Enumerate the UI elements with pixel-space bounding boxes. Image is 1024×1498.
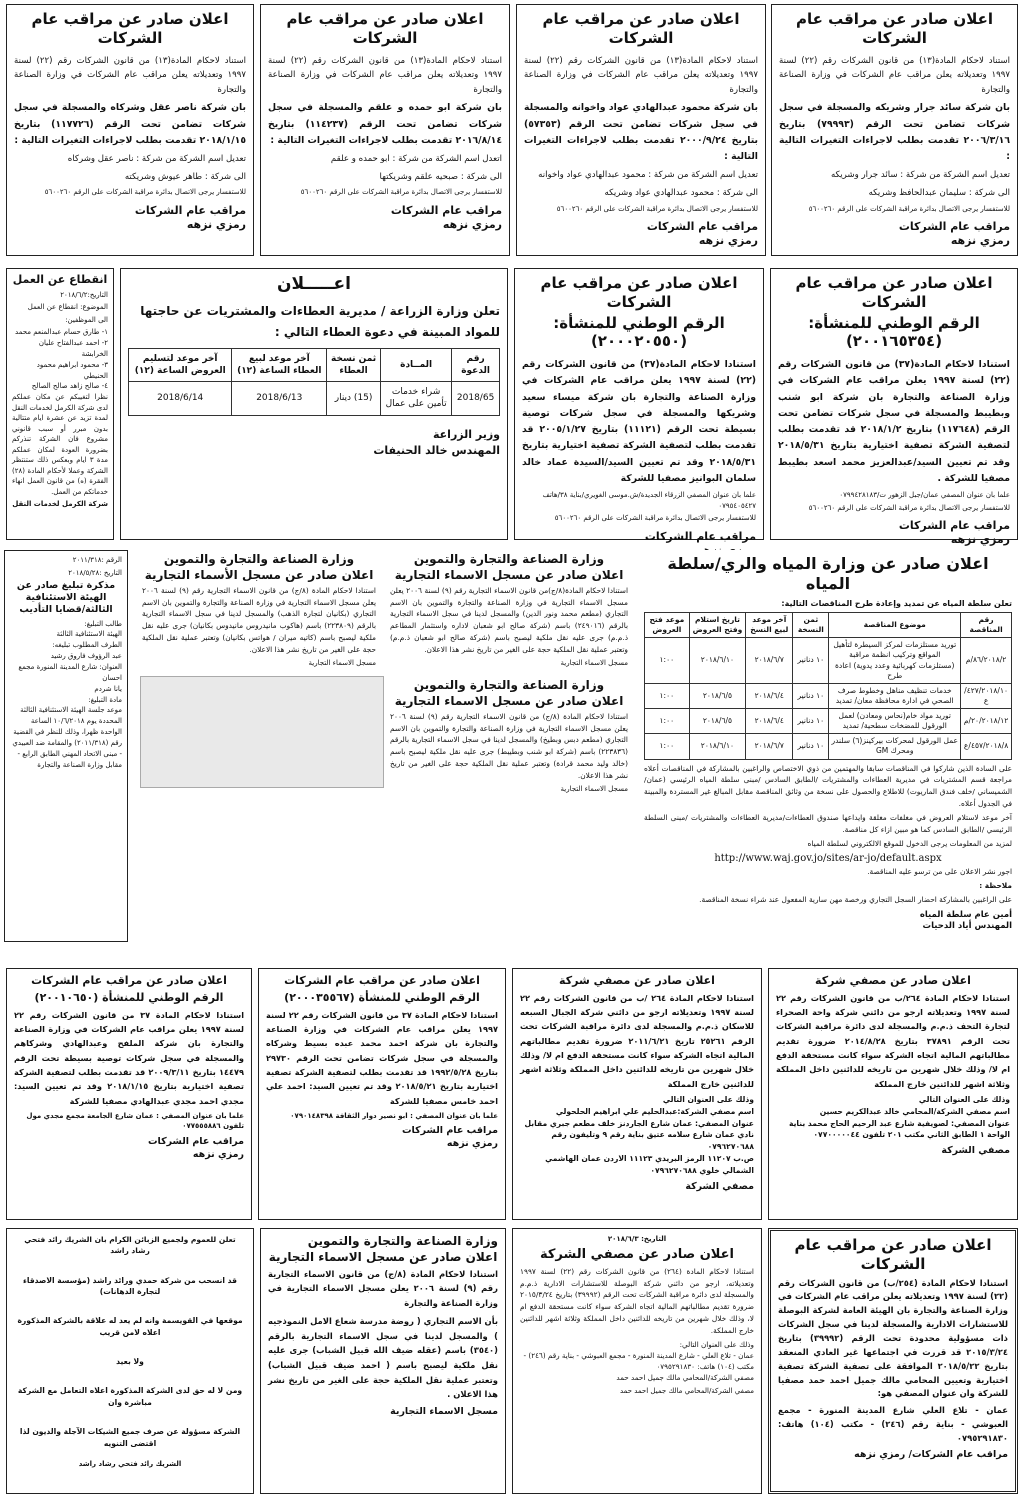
ad-title: اعلان صادر عن مراقب عام الشركات [795, 10, 993, 47]
ad-body-company: بان شركة ابو حمده و علقم والمسجلة في سجل شركات تضامن تحت الرقم (١١٤٢٣٧) بتاريخ ٢٠١٦/٨/١٤ تقدمت بطلب لاجراءات التغيرات التالية : [268, 102, 502, 146]
change-from: تعديل اسم الشركة من شركة : سائد جرار وشريكه [830, 170, 1010, 181]
table-cell: ٢٠١٨/٦/١٠ [689, 734, 745, 759]
notice-date: التاريخ :٢٠١٨/٥/٢٨ [68, 568, 122, 577]
ad-lines [520, 1094, 754, 1176]
change-to: الى شركة : صبحيه علقم وشريكتها [379, 171, 502, 182]
change-from: تعديل اسم الشركة من شركة : ناصر عقل وشركاه [67, 154, 246, 165]
ad-title: اعلان صادر عن مراقب عام الشركات [31, 10, 229, 47]
ad-title: اعلان صادر عن مصفي الشركة [539, 1246, 735, 1262]
water-tender-table [644, 612, 1012, 760]
ad-paragraph-2: آخر موعد لاستلام العروض في مغلفات مغلقة وايداعها صندوق العطاءات/مديرية العطاءات والمشتريات /مبنى السلطة الرئيسي /الطابق السادس كما هو مبين ازاء كل مناقصة. [644, 812, 1012, 834]
ad-body: استنادا لاحكام المادة (٨/ج) من قانون الاسماء التجارية رقم (٩) لسنة ٢٠٠٦ يعلن مسجل الاسماء التجارية في وزارة الصناعة والتجارة والتموين بان الاسم التجاري (مطعم دبس وبطيخ) والمسجل لدينا في سجل الاسماء التجارية بالرقم (٢٢٣٨٣٦) باسم (شركة ابو شنب وبطيبط) جرى عليه نقل ملكية ليصبح باسم (خالد وليد محمد قرادة) وتعتبر عملية نقل الملكية حجة على الغير من تاريخ نشر هذا الاعلان. [390, 711, 629, 780]
signature-name: المهندس خالد الحنيفات [373, 443, 500, 457]
notice-line: الهيئة الاستئنافية الثالثة [56, 630, 122, 639]
liquidator-address: عمان - تلاع العلي شارع المدينة المنورة - مجمع العبوشي - بناية رقم (٢٤٦) - مكتب (١٠٤) هاتف: ٠٧٩٥٢٩١٨٣٠ [778, 1405, 1008, 1443]
ad-title: اعلان صادر عن مراقب عام الشركات [31, 974, 227, 987]
tender-table [128, 348, 500, 416]
contact-note: للاستفسار يرجى الاتصال بدائرة مراقبة الشركات على الرقم ٥٦٠٠٢٦٠ [44, 188, 246, 197]
company-change-ad-3 [260, 4, 510, 256]
table-cell: 2018/6/14 [129, 382, 232, 415]
ad-body: استنادا لاحكام المادة (٨/ج) من قانون الاسماء التجارية رقم (٩) لسنة ٢٠٠٦ يعلن مسجل الاسماء التجارية في وزارة الصناعة والتجارة [268, 1268, 498, 1309]
table-cell: 2018/6/13 [232, 382, 327, 415]
ad-body: استنادا لاحكام المادة ٣٧ من قانون الشركات رقم ٢٢ لسنة ١٩٩٧ يعلن مراقب عام الشركات في وزارة الصناعة والتجارة بان شركة الملفح وعبدالهادي وشركاهم والمسجلة في سجل شركات توصية بسيطة تحت الرقم ١٤٤٧٩ بتاريخ ٢٠٠٩/٣/١١ قد تقدمت بطلب لتصفية الشركة تصفية اختيارية بتاريخ ٢٠١٨/١/١٥ وقد تم تعيين السيد: مجدي احمد مجدي عبدالهادي مصفيا للشركة [14, 1009, 244, 1106]
note-label: ملاحظة : [979, 881, 1012, 891]
signature-name: رمزي نزهه [186, 218, 246, 232]
ad-line: ولا بعيد [116, 1357, 144, 1367]
ad-signature: الشريك رائد فتحي رشاد راشد [78, 1460, 182, 1469]
partner-withdrawal-ad [6, 1228, 254, 1494]
ad-title: اعلان صادر عن مراقب عام الشركات [795, 274, 993, 311]
trade-name-ad-2 [386, 550, 632, 670]
liquidator-address: علما بان عنوان المصفي الزرقاء الجديدة/ش.موسى الغويري/بناية ٣٨/هاتف ٠٧٩٥٤٠٥٤٢٧ [542, 491, 756, 510]
ad-signature: مسجل الاسماء التجارية [560, 658, 628, 667]
table-cell: ١:٠٠ [645, 709, 690, 734]
notice-line: طالب التبليغ: [84, 619, 122, 628]
company-change-ad-1 [771, 4, 1018, 256]
agriculture-tender-ad [120, 268, 508, 540]
ad-line: اسم مصفي الشركة:عبدالحليم علي ابراهيم الحلحولي [555, 1106, 754, 1116]
ad-paragraph-3: لمزيد من المعلومات يرجى الدخول للموقع الالكتروني لسلطة المياه [807, 838, 1012, 848]
ad-title: اعلان صادر عن مراقب عام الشركات [794, 1236, 992, 1273]
ad-body: استنادا لاحكام المادة(٣٧) من قانون الشركات رقم (٢٢) لسنة ١٩٩٧ يعلن مراقب عام الشركات في وزارة الصناعة والتجارة بان شركة ميساء سعيد وشريكها والمسجلة في سجل شركات توصية بسيطة تحت الرقم (١١١٢١) بتاريخ ٢٠٠٥/١/٢٧ قد تقدمت بطلب لتصفية الشركة تصفية اختيارية بتاريخ ٢٠١٨/٥/٣١ وقد تم تعيين السيد/السيدة عماد خالد سلمان البوانيز مصفيا للشركة [522, 359, 756, 484]
ad-body: استناد لاحكام المادة(١٣) من قانون الشركات رقم (٢٢) لسنة ١٩٩٧ وتعديلاته يعلن مراقب عام الشركات في وزارة الصناعة والتجارة [779, 55, 1011, 95]
ad-body: نظرا لتغيبكم عن مكان عملكم لدى شركة الكرمل لخدمات النقل لمدة تزيد عن عشرة ايام متتالية بدون مبرر أو سبب قانوني مشروع فان الشركة تنذركم بضرورة العودة لمكان عملكم مدة ٣ ايام وبعكس ذلك ستنتظر الشركة وعملا لأحكام المادة (٢٨) الفقرة (ه) من قانون العمل انهاء خدماتكم من العمل. [12, 393, 108, 496]
ad-line: عنوان المصفي: عمان شارع الجاردنز خلف مطعم جبري مقابل نادي عمان شارع سلامه عتيق بناية رقم ٩ وتليفون رقم ٠٧٩٦٢٧٠٦٨٨ [524, 1118, 754, 1152]
ad-lines [520, 1339, 754, 1384]
table-cell: ٢٠١٨/٦/٥ [689, 709, 745, 734]
ad-body: استنادا لاحكام المادة(٣٧) من قانون الشركات رقم (٢٢) لسنة ١٩٩٧ يعلن مراقب عام الشركات في وزارة الصناعة والتجارة بان شركة ابو شنب وبطيبط والمسجلة في سجل شركات تضامن تحت الرقم (١١٧٦٤٨) بتاريخ ٢٠١٨/١/٢ قد تقدمت بطلب لتصفية الشركة تصفية اختيارية بتاريخ ٢٠١٨/٥/٣١ وقد تم تعيين السيد/عبدالعزيز محمد اسعد بطيبط مصفيا للشركة . [778, 359, 1011, 484]
table-cell: ٤٢٧/٢٠١٨/١٠/ع [961, 683, 1012, 708]
ad-line: وذلك على العنوان التالي [662, 1095, 754, 1105]
table-cell: ١:٠٠ [645, 638, 690, 684]
table-cell: ٢٠١٨/٦/٧ [746, 734, 793, 759]
ad-subtitle: اعلان صادر عن مسجل الاسماء التجارية [394, 694, 624, 709]
contact-note: للاستفسار يرجى الاتصال بدائرة مراقبة الشركات على الرقم ٥٦٠٠٢٦٠ [808, 503, 1010, 512]
ad-title: اعلان صادر عن مصفي شركة [559, 974, 715, 987]
ad-line: ص.ب ١١٢٠٧ الرمز البريدي ١١١٢٣ الاردن عمان الهاشمي الشمالي خلوي ٠٧٩٦٢٧٠٦٨٨ [545, 1153, 754, 1175]
water-tender-ad [638, 550, 1018, 960]
liquidation-ad-mulfih [6, 968, 252, 1220]
table-row [645, 683, 1012, 708]
ad-body: استناد لاحكام المادة(١٣) من قانون الشركات رقم (٢٢) لسنة ١٩٩٧ وتعديلاته يعلن مراقب عام الشركات في وزارة الصناعة والتجارة [14, 55, 247, 95]
table-row [645, 638, 1012, 684]
table-cell: ١٠ دنانير [793, 709, 829, 734]
ad-line: وذلك على العنوان التالي: [679, 1339, 754, 1349]
table-header-cell: رقم الدعوة [452, 349, 500, 382]
ad-body: استنادا لاحكام المادة ٢٦٤ /ب من قانون الشركات رقم ٢٢ لسنة ١٩٩٧ وتعديلاته ارجو من دائني شركة الجبال السبعه للاسكان ذ.م.م والمسجلة لدى دائرة مراقبة الشركات تحت الرقم ٢٥٢٦١ تاريخ ٢٠١١/٦/٢١ ضرورة تقديم مطالباتهم المالية اتجاه الشركة سواء كانت مستحقة الدفع ام لا/ وذلك خلال شهرين من تاريخه للدائنين داخل المملكة وثلاثة اشهر للدائنين خارج المملكة [520, 992, 754, 1089]
table-cell: ١٠ دنانير [793, 638, 829, 684]
table-cell: ٢٠١٨/٦/٧ [746, 638, 793, 684]
contact-note: للاستفسار يرجى الاتصال بدائرة مراقبة الشركات على الرقم ٥٦٠٠٢٦٠ [300, 188, 502, 197]
table-cell: ٨٦/٢٠١٨/٢/م [961, 638, 1012, 684]
ad-title: اعلان صادر عن مراقب عام الشركات [284, 974, 480, 987]
employee-name: ١- طارق حسام عبدالمنعم محمد [15, 328, 108, 337]
ad-body: استناد لاحكام المادة(١٣) من قانون الشركات رقم (٢٢) لسنة ١٩٩٧ وتعديلاته يعلن مراقب عام الشركات في وزارة الصناعة والتجارة [524, 55, 759, 95]
ad-line: قد انسحب من شركة حمدي ورائد راشد (مؤسسة الاصدقاء لتجارة الدهانات) [22, 1275, 238, 1296]
table-row [129, 382, 500, 415]
table-cell: (15) دينار [327, 382, 381, 415]
liquidation-ad-maysaa [514, 268, 764, 543]
table-header-cell: تاريخ استلام وفتح العروض [689, 613, 745, 638]
trade-name-ad-1 [138, 550, 380, 670]
table-cell: ٢٠١٨/٦/٤ [746, 683, 793, 708]
trade-name-ad-3 [386, 676, 632, 802]
liquidation-ad-abu-shanab [770, 268, 1018, 547]
table-cell: شراء خدمات تأمين على عمال [381, 382, 452, 415]
employee-name: ٤- صالح زاهد صالح الصالح [31, 382, 108, 391]
ad-title: اعلان صادر عن وزارة المياه والري/سلطة المياه [667, 554, 989, 593]
table-cell: خدمات تنظيف مناهل وخطوط صرف الصحي في ادارة محافظة معان/ تمديد [829, 683, 961, 708]
signature-title: أمين عام سلطة المياه [919, 909, 1012, 920]
liquidation-decision-ad [768, 1228, 1018, 1494]
ad-body-company: بان شركة سائد جرار وشريكه والمسجلة في سجل شركات تضامن تحت الرقم (٧٩٩٩٣) بتاريخ ٢٠٠٦/٣/١٦ تقدمت بطلب لاجراءات التغيرات التالية : [779, 102, 1011, 163]
table-cell: ١٠ دنانير [793, 683, 829, 708]
ad-date: التاريخ:٢٠١٨/٦/٢ [60, 290, 108, 299]
ad-body-company: بان شركة محمود عبدالهادي عواد واخوانه والمسجلة في سجل شركات تضامن تحت الرقم (٥٧٣٥٣) بتاريخ ٢٠٠٠/٩/٢٤ تقدمت بطلب لاجراءات التغيرات التالية : [524, 102, 758, 163]
table-cell: ٢٠١٨/٦/١٠ [689, 638, 745, 684]
table-cell: 2018/65 [452, 382, 500, 415]
notice-line: الطرف المطلوب تبليغه: [52, 641, 122, 650]
table-cell: ١:٠٠ [645, 734, 690, 759]
signature-name: رمزي نزهه [698, 234, 758, 248]
ad-subtitle: اعلان صادر عن مسجل الاسماء التجارية [394, 568, 624, 583]
ad-title: وزارة الصناعة والتجارة والتموين [163, 552, 355, 566]
ad-subject: الموضوع: انقطاع عن العمل [27, 303, 108, 312]
ad-title: اعلان صادر عن مراقب عام الشركات [540, 274, 738, 311]
signature-title: مراقب عام الشركات [134, 203, 246, 217]
table-cell: ٤٥٧/٢٠١٨/٨/ع [961, 734, 1012, 759]
ad-line: مصفي الشركة/المحامي مالك جميل احمد حمد [616, 1373, 754, 1383]
liquidator-address: علما بان عنوان المصفي : ابو نصير دوار الثقافة ٠٧٩٠١٤٨٣٩٨ [290, 1111, 498, 1120]
signature-name: رمزي نزهه [950, 533, 1010, 547]
ad-signature: مسجل الاسماء التجارية [560, 784, 628, 793]
signature-title: مراقب عام الشركات [898, 519, 1010, 533]
table-header-cell: آخر موعد لتسليم العروض الساعة (١٢) [129, 349, 232, 382]
signature-title: مراقب عام الشركات [644, 529, 756, 543]
table-cell: توريد مواد خام(نحاس ومعادن) لعمل الورقول للمضخات سطحية/ تمديد [829, 709, 961, 734]
ad-body-details: بأن الاسم التجاري ( روضة مدرسة شعاع الامل النموذجيه ) والمسجل لدينا في سجل الاسماء التجارية بالرقم (٣٥٤٠) باسم (عقله ضيف الله قبيل الشباب) جرى عليه نقل ملكية ليصبح باسم ( احمد ضيف قبيل الشباب) وتعتبر عملية نقل الملكية حجة على الغير من تاريخ نشر هذا الاعلان . [268, 1315, 498, 1400]
table-header-cell: ثمن نسخة العطاء [327, 349, 381, 382]
table-header-cell: آخر موعد لبيع العطاء الساعة (١٢) [232, 349, 327, 382]
signature-name: المهندس أياد الدحيات [922, 921, 1012, 932]
ad-intro: تعلن سلطة المياه عن تمديد وإعادة طرح المناقصات التالية: [781, 599, 1012, 608]
ad-subtitle: اعلان صادر عن مسجل الاسماء التجارية [268, 1250, 498, 1265]
ad-signature: مسجل الاسماء التجارية [308, 658, 376, 667]
ad-body: استنادا لاحكام المادة (٨/ج) من قانون الاسماء التجارية رقم (٩) لسنة ٢٠٠٦ يعلن مسجل الاسماء التجارية في وزارة الصناعة والتجارة والتموين بان الاسم التجاري (بكانيان لتجارة الذهب) والمسجل لدينا في سجل الاسماء التجارية بالرقم (٢٢٣٨٠٩) باسم (هاكوب مانيدروس مانيدوس بكانيان) جرى عليه نقل ملكية ليصبح باسم (كاتيه ميران / هواتس بكانيان) وتعتبر عملية نقل الملكية حجة على الغير من تاريخ نشر هذا الاعلان. [142, 585, 376, 654]
ad-line: عمان - تلاع العلي - شارع المدينة المنورة - مجمع العبوشي - بناية رقم (٢٤٦) - مكتب (١٠٤) هاتف: ٠٧٩٥٢٩١٨٣٠ [523, 1350, 754, 1372]
signature-name: رمزي نزهه [442, 218, 502, 232]
ad-line: موقعها في القويسمة وانه لم يعد له علاقة بالشركة المذكورة اعلاه لامن قريب [17, 1316, 243, 1337]
table-cell: ١٠ دنانير [793, 734, 829, 759]
liquidator-address: علما بان عنوان المصفي : عمان شارع الجامعة مجمع مجدي مول تلفون ٠٧٧٥٥٥٨٨٦ [26, 1111, 244, 1131]
liquidator-ad-seven-mountains [512, 968, 762, 1220]
contact-note: للاستفسار يرجى الاتصال بدائرة مراقبة الشركات على الرقم ٥٦٠٠٢٦٠ [808, 204, 1010, 213]
trade-name-ad-4 [260, 1228, 506, 1494]
table-cell: ١:٠٠ [645, 683, 690, 708]
ad-lines [776, 1094, 1010, 1141]
ad-signature: مصفي الشركة/المحامي مالك جميل احمد حمد [619, 1387, 754, 1396]
ad-line: الشركة مسؤولة عن صرف جميع الشيكات الآجلة والديون لذا اقتضى التنويه [19, 1427, 241, 1448]
company-change-ad-4 [6, 4, 254, 256]
table-header-cell: المــادة [381, 349, 452, 382]
contact-note: للاستفسار يرجى الاتصال بدائرة مراقبة الشركات على الرقم ٥٦٠٠٢٦٠ [556, 204, 758, 213]
change-from: اتعدل اسم الشركة من شركة : ابو حمده و علقم [330, 154, 502, 165]
ad-line: عنوان المصفي: لصويفية شارع عبد الرحيم الحاج محمد بناية الواحة ١ الطابق الثاني مكتب ٢٠١ تلفون ٠٧٧٠٠٠٠٠٤٤ [788, 1118, 1010, 1140]
ad-body: استنادا لاحكام المادة (٢٦٤) من قانون الشركات رقم (٢٢) لسنة ١٩٩٧ وتعديلاته، ارجو من دائني شركة البوصلة للاستشارات الادارية ذ.م.م والمسجلة لدى دائرة مراقبة الشركات تحت الرقم (٣٩٩٩٢) بتاريخ ٢٠١٥/٣/٢٤ ضرورة تقديم مطالباتهم المالية اتجاه الشركة سواء كانت مستحقة الدفع ام لا، وذلك خلال شهرين من تاريخه للدائنين داخل المملكة وثلاثة اشهر للدائنين خارج المملكة. [520, 1266, 754, 1335]
ad-body: استنادا لاحكام المادة(٨/ج)من قانون الاسماء التجارية رقم (٩) لسنة ٢٠٠٦ يعلن مسجل الاسماء التجارية في وزارة الصناعة والتجارة والتموين بان الاسم التجاري (مطعم محمد ونور الدين) والمسجل لدينا في سجل الاسماء التجارية بالرقم (٢٤٩٠١٦) باسم (شركة صالح ابو شعبان لاداره واستثمار المطاعم ذ.م.م) جرى عليه نقل ملكية ليصبح باسم (شركة صالح ابو شعبان ذ.م.م) وتعتبر عملية نقل الملكية حجة على الغير من تاريخ نشر هذا الاعلان. [390, 585, 629, 654]
ad-paragraph-4: اجور نشر الاعلان على من ترسو عليه المناقصة. [867, 867, 1012, 877]
ad-paragraph-1: على السادة الذين شاركوا في المناقصات سابقا والمهتمين من ذوي الاختصاص والراغبين بالمشاركة في المناقصات أعلاه مراجعة قسم المشتريات في مديرية العطاءات والمشتريات /الطابق السادس /مبنى سلطة المياه الرئيسي (عمان/الشميساني /خلف فندق الماريوت) للاطلاع والحصول على نسخة من وثائق المناقصة مقابل المبالغ غير المستردة والمبينة في الجدول أعلاه. [644, 763, 1012, 809]
ad-body-company: بان شركة ناصر عقل وشركاه والمسجلة في سجل شركات تضامن تحت الرقم (١١٧٧٢٦) بتاريخ ٢٠١٨/١/١٥ تقدمت بطلب لاجراءات التغيرات التالية : [14, 102, 247, 146]
liquidator-address: علما بان عنوان المصفي عمان/جبل الزهور ت/٠٧٩٩٤٢٨١٨٣ [839, 491, 1010, 500]
ad-title: تعلن للعموم ولجميع الزبائن الكرام بان الشريك رائد فتحي رشاد راشد [24, 1235, 236, 1256]
signature-title: مراقب عام الشركات [148, 1135, 244, 1147]
change-to: الى شركة : محمود عبدالهادي عواد وشريكه [604, 188, 758, 198]
table-cell: ٢٠/٢٠١٨/١٢/م [961, 709, 1012, 734]
notice-title: مذكرة تبليغ صادر عن الهيئة الاستئنافية الثالثة/قضايا التأديب [16, 580, 116, 615]
ad-title: اعلان صادر عن مصفي شركة [815, 974, 971, 987]
blank-ad-space [140, 676, 384, 788]
table-header-cell: ثمن النسخة [793, 613, 829, 638]
table-row [645, 709, 1012, 734]
national-number: الرقم الوطني للمنشأة (٢٠٠٠٣٥٥٦٧) [284, 990, 480, 1004]
notice-lines [10, 619, 122, 771]
notice-line: عبد الرؤوف فاروق رشيد [50, 652, 122, 661]
ad-signature: مصفي الشركة [941, 1145, 1010, 1157]
ad-to: الى الموظفين: [65, 315, 108, 324]
ad-body: استنادا لاحكام المادة ٢٦٤/ب من قانون الشركات رقم ٢٢ لسنة ١٩٩٧ وتعديلاته ارجو من دائني شركة واحة الصحراء لتجارة التحف ذ.م.م والمسجلة لدى دائرة مراقبة الشركات تحت الرقم ٣٧٨٩١ بتاريخ ٢٠١٤/٨/٢٨ ضرورة تقديم مطالباتهم المالية اتجاه الشركة سواء كانت مستحقة الدفع ام لا/ وذلك خلال شهرين من تاريخه للدائنين داخل المملكة وثلاثة اشهر للدائنين خارج المملكة [776, 992, 1010, 1089]
liquidator-ad-oasis [768, 968, 1018, 1220]
signature-title: مراقب عام الشركات [646, 220, 758, 234]
table-cell: ٢٠١٨/٦/٥ [689, 683, 745, 708]
ad-title: اعلان صادر عن مراقب عام الشركات [542, 10, 740, 47]
ad-title: وزارة الصناعة والتجارة والتموين [307, 1234, 498, 1248]
ad-title: اعـــــلان [277, 274, 351, 294]
employee-name: ٣- محمود ابراهيم محمود الحنيطي [36, 360, 108, 380]
court-notice [4, 550, 128, 942]
ad-signature: مصفي الشركة [685, 1180, 754, 1192]
company-name: شركة الكرمل لخدمات النقل [12, 500, 108, 509]
ad-line: وذلك على العنوان التالي [918, 1095, 1010, 1105]
notice-line: يانا شردم [94, 684, 122, 693]
table-header-cell: موضوع المناقصة [829, 613, 961, 638]
table-cell: توريد مستلزمات لمركز السيطرة لتأهيل المواقع وتركيب انظمة مراقبة (مستلزمات كهربائية وعدد يدوية) اعادة طرح [829, 638, 961, 684]
ad-signature: مراقب عام الشركات/ رمزي نزهه [854, 1448, 1008, 1460]
contact-note: للاستفسار يرجى الاتصال بدائرة مراقبة الشركات على الرقم ٥٦٠٠٢٦٠ [554, 514, 756, 523]
signature-name: رمزي نزهه [192, 1148, 244, 1160]
employee-list [12, 327, 108, 392]
change-from: تعديل اسم الشركة من شركة : محمود عبدالهادي عواد واخوانه [538, 170, 758, 181]
signature-title: مراقب عام الشركات [402, 1125, 498, 1137]
ad-body: استنادا لاحكام المادة ٣٧ من قانون الشركات رقم ٢٢ لسنة ١٩٩٧ يعلن مراقب عام الشركات في وزارة الصناعة والتجارة بان شركة احمد محمد عبده بسيط وشركاه والمسجلة في سجل شركات تضامن تحت الرقم ٢٩٧٣٠ بتاريخ ١٩٩٢/٥/٢٨ قد تقدمت بطلب لتصفية الشركة تصفية اختيارية بتاريخ ٢٠١٨/٥/٢١ وقد تم تعيين السيد: احمد علي احمد خامس مصفيا للشركة [266, 1009, 498, 1106]
ad-title: اعلان صادر عن مراقب عام الشركات [286, 10, 484, 47]
liquidator-ad-compass [512, 1228, 762, 1494]
ad-body: استناد لاحكام المادة(١٣) من قانون الشركات رقم (٢٢) لسنة ١٩٩٧ وتعديلاته يعلن مراقب عام الشركات في وزارة الصناعة والتجارة [268, 55, 503, 95]
ad-title: وزارة الصناعة والتجارة والتموين [413, 552, 605, 566]
table-cell: عمل الورقول لمحركات بيركينز(٦) سلندر ومحرك GM [829, 734, 961, 759]
ad-signature: مسجل الاسماء التجارية [390, 1406, 498, 1418]
liquidation-ad-basit [258, 968, 506, 1220]
national-number: الرقم الوطني للمنشأة:(٢٠٠١٦٥٣٥٤) [808, 313, 980, 351]
table-header-cell: آخر موعد لبيع النسخ [746, 613, 793, 638]
signature-title: مراقب عام الشركات [390, 203, 502, 217]
ad-line: ومن لا له حق لدى الشركة المذكورة اعلاه التعامل مع الشركة مباشرة وان [17, 1386, 243, 1407]
notice-line: مادة التبليغ: [88, 695, 122, 704]
national-number: الرقم الوطني للمنشأة (٢٠٠١٠٦٥٠) [34, 990, 224, 1004]
notice-line: موعد جلسة الهيئة الاستئنافية الثالثة المحددة يوم ١٠/٦/٢٠١٨ الساعة الواحدة ظهرا، وذلك للنظر في القضية رقم (٢٠١١/٣١٨) والمقامة ضد العبيدي - مبنى الاتحاد المهني الطابق الرابع - مقابل وزارة الصناعة والتجارة [12, 706, 122, 769]
change-to: الى شركة : طاهر عيوش وشريكته [124, 171, 246, 182]
work-absence-ad [6, 268, 114, 540]
table-header-cell: رقم المناقصة [961, 613, 1012, 638]
ad-date: التاريخ: ٢٠١٨/٦/٣ [607, 1235, 667, 1243]
table-row [645, 734, 1012, 759]
company-change-ad-2 [516, 4, 766, 256]
ad-lines [14, 1275, 246, 1450]
ad-subtitle: اعلان صادر عن مسجل الأسماء التجارية [144, 568, 374, 583]
signature-name: رمزي نزهه [950, 234, 1010, 248]
ad-body: استنادا لاحكام المادة (٢٥٤/ب) من قانون الشركات رقم (٢٢) لسنة ١٩٩٧ وتعديلاته يعلن مراقب عام الشركات في وزارة الصناعة والتجارة بان الهيئة العامة لشركة البوصلة للاستشارات الادارية والمسجلة لدينا في سجل الشركات ذات مسؤولية محدودة تحت الرقم (٣٩٩٩٢) بتاريخ ٢٠١٥/٣/٢٤ قد قررت في اجتماعها غير العادي المنعقد بتاريخ ٢٠١٨/٥/٢٢ الموافقة على تصفية الشركة تصفية اختيارية وتعيين المحامي مالك جميل احمد حمد مصفيا للشركة وان عنوان المصفي هو: [778, 1277, 1008, 1399]
signature-name: رمزي نزهه [446, 1138, 498, 1150]
ad-title: وزارة الصناعة والتجارة والتموين [413, 678, 605, 692]
notice-line: العنوان: شارع المدينة المنورة مجمع احسان [18, 663, 122, 682]
ad-paragraph-5: على الراغبين بالمشاركة احضار السجل التجاري ورخصة مهن سارية المفعول عند شراء نسخة المناقصة. [699, 895, 1012, 905]
ad-line: اسم مصفي الشركة/المحامي خالد عبدالكريم حسين [819, 1106, 1010, 1116]
employee-name: ٢- احمد عبدالفتاح عليان الخرابشة [38, 339, 108, 358]
ad-title: انقطاع عن العمل [12, 273, 108, 286]
signature-title: وزير الزراعة [432, 427, 500, 441]
table-header-cell: موعد فتح العروض [645, 613, 690, 638]
website-url[interactable]: http://www.waj.gov.jo/sites/ar-jo/default.aspx [714, 853, 942, 865]
notice-number: الرقم :٢٠١١/٣١٨ [72, 556, 122, 564]
table-cell: ٢٠١٨/٦/٤ [746, 709, 793, 734]
ad-intro: تعلن وزارة الزراعة / مديرية العطاءات والمشتريات عن حاجتها للمواد المبينة في دعوة العطاء التالي : [140, 304, 500, 339]
signature-title: مراقب عام الشركات [898, 220, 1010, 234]
change-to: الى شركة : سليمان عبدالحافظ وشريكه [868, 188, 1010, 198]
national-number: الرقم الوطني للمنشأة:(٢٠٠٠٢٠٥٥٠) [553, 313, 725, 351]
